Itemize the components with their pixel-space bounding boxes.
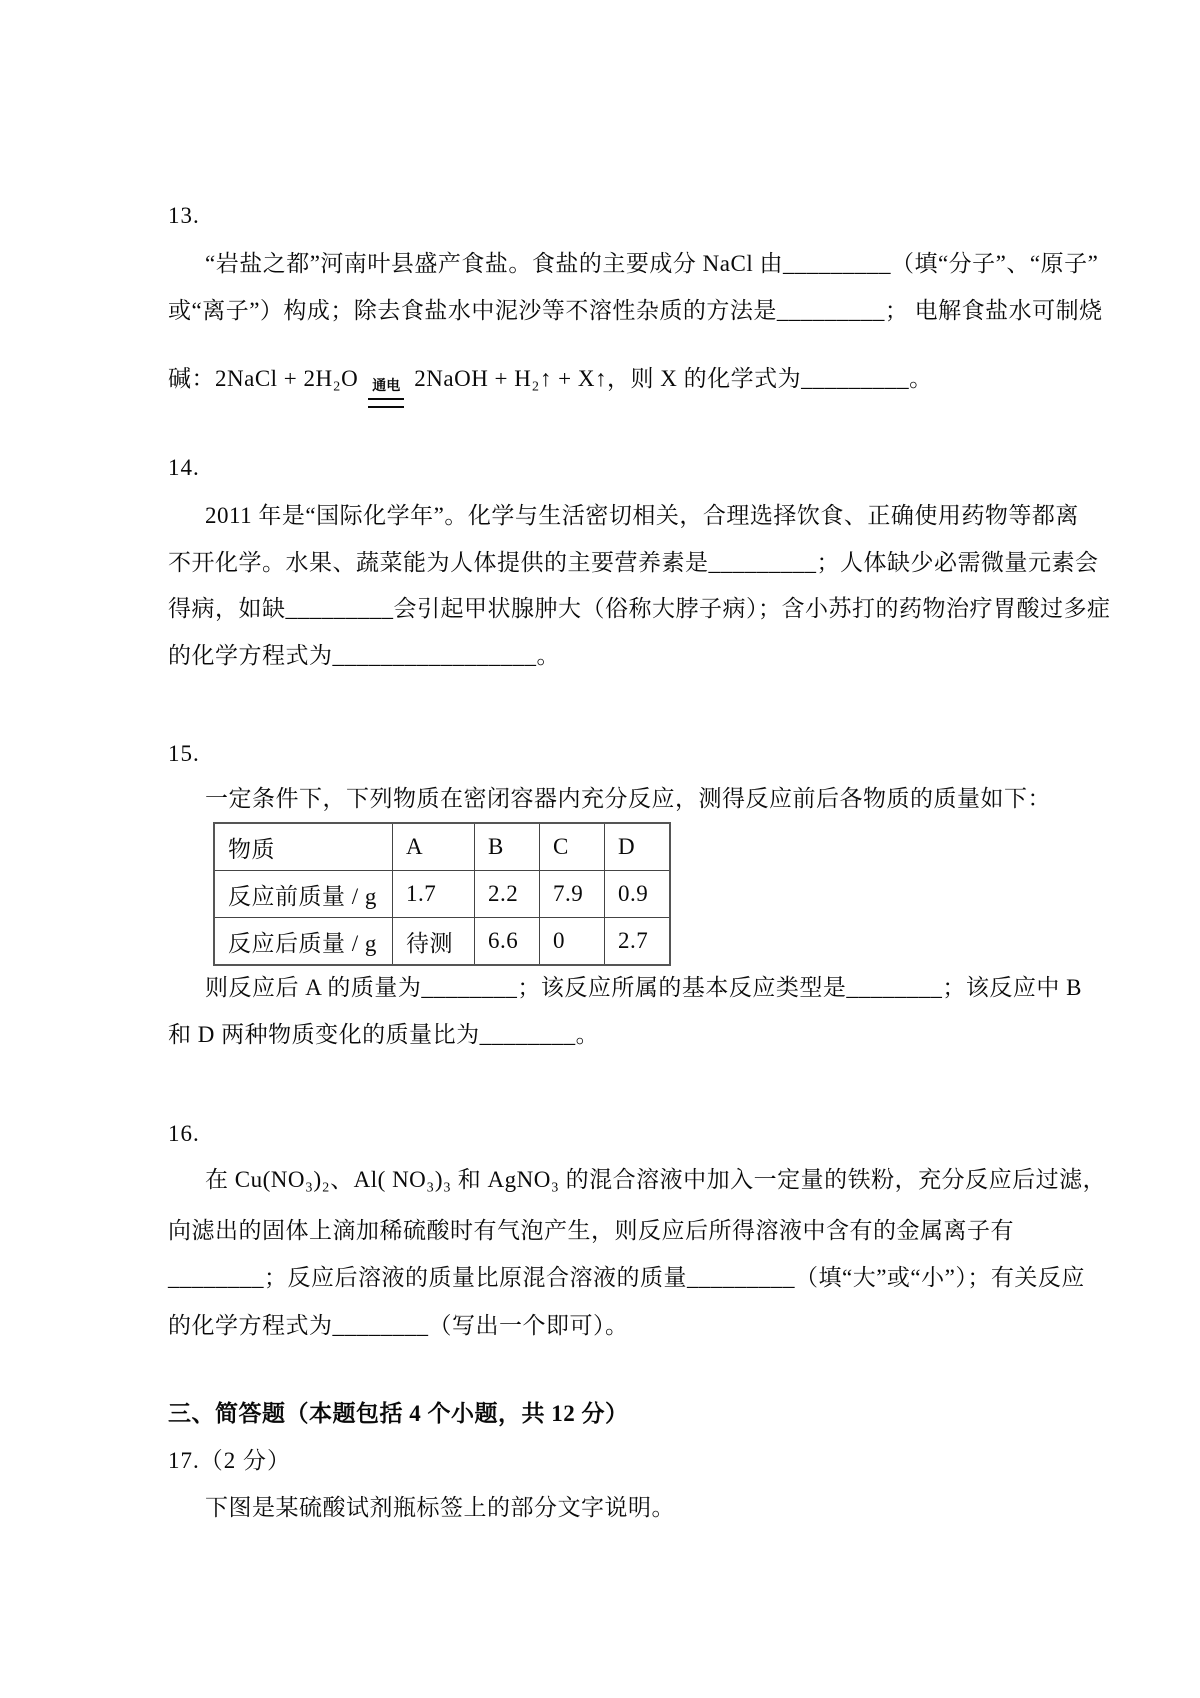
question-16-line-1: 在 Cu(NO₃)₂、Al( NO₃)₃ 和 AgNO₃ 的混合溶液中加入一定量的铁粉，充分反应后过滤， <box>205 1167 1107 1192</box>
table-header-c: C <box>540 823 605 871</box>
table-header-row <box>214 823 670 871</box>
reaction-condition-equals <box>368 380 404 408</box>
question-13-line-2: 或“离子”）构成；除去食盐水中泥沙等不溶性杂质的方法是_________； 电解食盐水可制烧 <box>168 298 1103 323</box>
question-13-line-1: “岩盐之都”河南叶县盛产食盐。食盐的主要成分 NaCl 由_________（填“分子”、“原子” <box>205 251 1099 276</box>
equation-lhs: 碱：2NaCl + 2H₂O <box>168 366 359 391</box>
table-header-a: A <box>393 823 475 871</box>
table-header-substance: 物质 <box>214 823 393 871</box>
table-cell-b-after: 6.6 <box>475 918 540 966</box>
table-header-b: B <box>475 823 540 871</box>
question-14-line-2: 不开化学。水果、蔬菜能为人体提供的主要营养素是_________；人体缺少必需微量元素会 <box>168 550 1099 575</box>
double-equals-sign <box>368 398 404 408</box>
table-cell-label: 反应后质量 / g <box>214 918 393 966</box>
question-15-line-2: 和 D 两种物质变化的质量比为________。 <box>168 1022 600 1047</box>
question-17-line-1: 下图是某硫酸试剂瓶标签上的部分文字说明。 <box>205 1495 675 1520</box>
question-17-number: 17.（2 分） <box>168 1448 291 1473</box>
table-row-after-reaction <box>214 918 670 966</box>
mass-table <box>213 822 671 966</box>
question-13-number: 13. <box>168 203 200 228</box>
table-cell-d-after: 2.7 <box>605 918 671 966</box>
table-row-before-reaction <box>214 871 670 918</box>
question-16-line-2: 向滤出的固体上滴加稀硫酸时有气泡产生，则反应后所得溶液中含有的金属离子有 <box>168 1218 1014 1243</box>
question-16-number: 16. <box>168 1121 200 1146</box>
table-header-d: D <box>605 823 671 871</box>
question-14-line-1: 2011 年是“国际化学年”。化学与生活密切相关，合理选择饮食、正确使用药物等都离 <box>205 503 1079 528</box>
table-cell-c-before: 7.9 <box>540 871 605 918</box>
section-3-heading: 三、简答题（本题包括 4 个小题，共 12 分） <box>168 1401 629 1426</box>
question-15-line-1: 则反应后 A 的质量为________；该反应所属的基本反应类型是________；该反应中 B <box>205 975 1082 1000</box>
table-cell-d-before: 0.9 <box>605 871 671 918</box>
electrolysis-condition-label: 通电 <box>372 379 401 394</box>
table-cell-label: 反应前质量 / g <box>214 871 393 918</box>
equation-rhs: 2NaOH + H₂↑ + X↑，则 X 的化学式为_________。 <box>414 366 933 391</box>
table-cell-c-after: 0 <box>540 918 605 966</box>
question-16-line-3: ________；反应后溶液的质量比原混合溶液的质量_________（填“大”或“小”）；有关反应 <box>168 1265 1085 1290</box>
question-16-line-4: 的化学方程式为________（写出一个即可）。 <box>168 1313 629 1338</box>
question-13-equation-line <box>168 363 933 408</box>
table-cell-a-after: 待测 <box>393 918 475 966</box>
question-14-line-3: 得病，如缺_________会引起甲状腺肿大（俗称大脖子病）；含小苏打的药物治疗胃酸过多症 <box>168 596 1111 621</box>
question-15-number: 15. <box>168 741 200 766</box>
question-15-intro: 一定条件下，下列物质在密闭容器内充分反应，测得反应前后各物质的质量如下： <box>205 786 1051 811</box>
table-cell-a-before: 1.7 <box>393 871 475 918</box>
table-cell-b-before: 2.2 <box>475 871 540 918</box>
question-14-line-4: 的化学方程式为_________________。 <box>168 643 560 668</box>
question-14-number: 14. <box>168 455 200 480</box>
